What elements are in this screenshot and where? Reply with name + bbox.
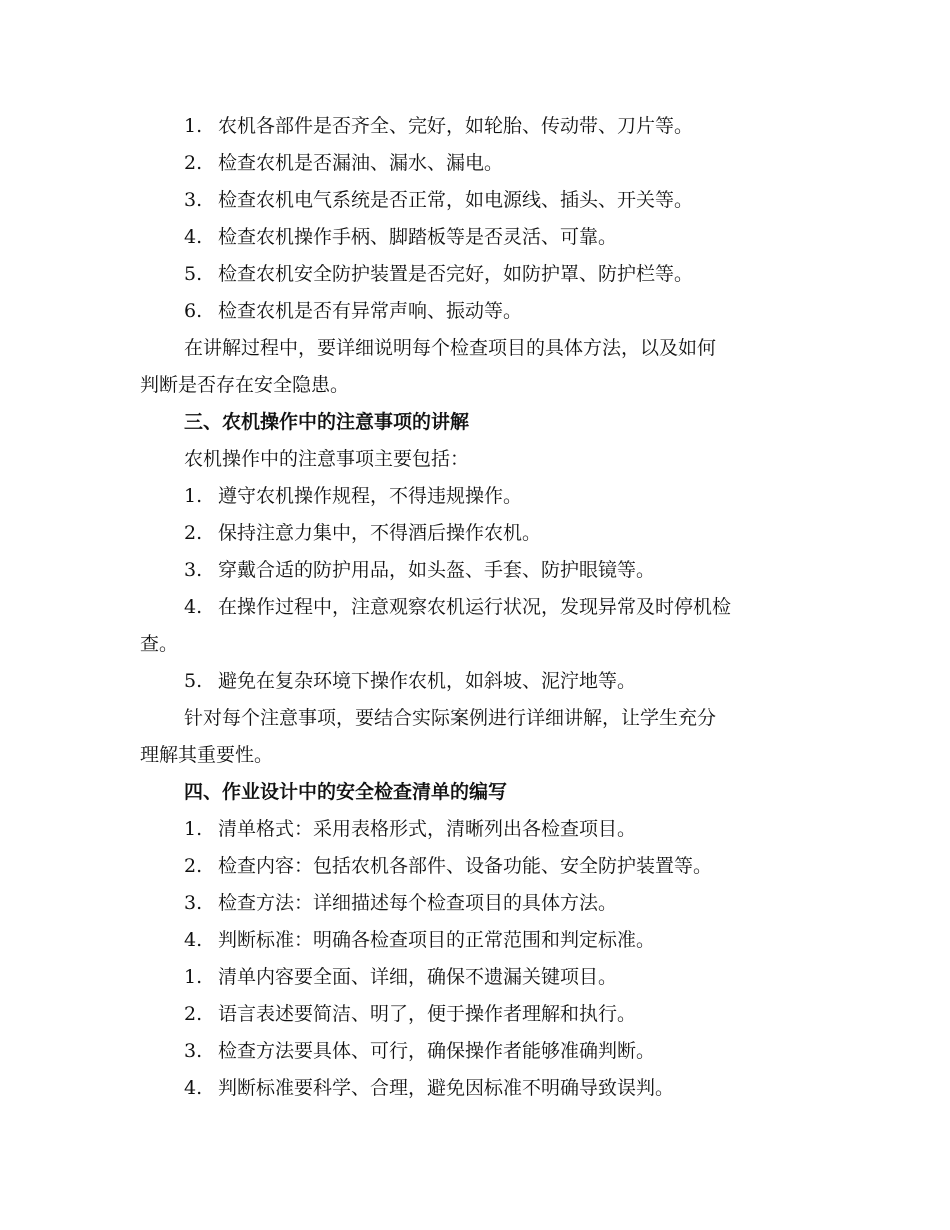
- list-item-text: 语言表述要简洁、明了，便于操作者理解和执行。: [218, 1003, 637, 1025]
- section-heading: 四、作业设计中的安全检查清单的编写: [184, 781, 508, 803]
- list-item-text: 检查农机是否有异常声响、振动等。: [218, 300, 523, 322]
- paragraph-line: 针对每个注意事项，要结合实际案例进行详细讲解，让学生充分: [184, 707, 717, 729]
- list-item-number: 1.: [184, 818, 203, 840]
- document-body: [140, 108, 810, 1107]
- list-item-number: 4.: [184, 929, 203, 951]
- list-item: [140, 996, 810, 1033]
- list-item: [140, 219, 810, 256]
- list-item-number: 5.: [184, 670, 203, 692]
- list-item-text: 判断标准要科学、合理，避免因标准不明确导致误判。: [218, 1077, 675, 1099]
- list-item: [140, 885, 810, 922]
- list-item: [140, 811, 810, 848]
- list-item-number: 6.: [184, 300, 203, 322]
- list-item-number: 5.: [184, 263, 203, 285]
- list-item-text: 清单格式：采用表格形式，清晰列出各检查项目。: [218, 818, 637, 840]
- list-item: [140, 182, 810, 219]
- list-item-number: 3.: [184, 1040, 203, 1062]
- list-item: [140, 478, 810, 515]
- list-item: [140, 293, 810, 330]
- list-item-text: 检查农机操作手柄、脚踏板等是否灵活、可靠。: [218, 226, 618, 248]
- list-item-text: 避免在复杂环境下操作农机，如斜坡、泥泞地等。: [218, 670, 637, 692]
- list-item-number: 3.: [184, 892, 203, 914]
- list-item: [140, 515, 810, 552]
- list-item-number: 4.: [184, 1077, 203, 1099]
- list-item-text: 遵守农机操作规程，不得违规操作。: [218, 485, 523, 507]
- list-item-continuation: 查。: [140, 633, 179, 655]
- list-item: [140, 589, 810, 626]
- list-item-text: 清单内容要全面、详细，确保不遗漏关键项目。: [218, 966, 618, 988]
- list-item-text: 检查内容：包括农机各部件、设备功能、安全防护装置等。: [218, 855, 713, 877]
- list-item-number: 3.: [184, 559, 203, 581]
- list-item-text: 在操作过程中，注意观察农机运行状况，发现异常及时停机检: [218, 596, 732, 618]
- list-item: [140, 922, 810, 959]
- list-item-text: 检查方法要具体、可行，确保操作者能够准确判断。: [218, 1040, 656, 1062]
- list-item: [140, 1033, 810, 1070]
- list-item-number: 2.: [184, 522, 203, 544]
- paragraph-line: 农机操作中的注意事项主要包括：: [184, 448, 470, 470]
- paragraph-line: 判断是否存在安全隐患。: [140, 374, 350, 396]
- list-item: [140, 959, 810, 996]
- list-item-text: 穿戴合适的防护用品，如头盔、手套、防护眼镜等。: [218, 559, 656, 581]
- list-item: [140, 663, 810, 700]
- list-item-number: 2.: [184, 855, 203, 877]
- list-item-text: 检查农机安全防护装置是否完好，如防护罩、防护栏等。: [218, 263, 694, 285]
- list-item-text: 保持注意力集中，不得酒后操作农机。: [218, 522, 542, 544]
- list-item: [140, 1070, 810, 1107]
- paragraph-line: 在讲解过程中，要详细说明每个检查项目的具体方法，以及如何: [184, 337, 717, 359]
- list-item-number: 4.: [184, 596, 203, 618]
- section-heading: 三、农机操作中的注意事项的讲解: [184, 411, 470, 433]
- list-item: [140, 108, 810, 145]
- list-item: [140, 256, 810, 293]
- list-item-text: 判断标准：明确各检查项目的正常范围和判定标准。: [218, 929, 656, 951]
- list-item-number: 1.: [184, 966, 203, 988]
- list-item-number: 3.: [184, 189, 203, 211]
- list-item-number: 2.: [184, 152, 203, 174]
- list-item-number: 1.: [184, 485, 203, 507]
- list-item: [140, 552, 810, 589]
- paragraph-line: 理解其重要性。: [140, 744, 274, 766]
- list-item: [140, 848, 810, 885]
- list-item-number: 4.: [184, 226, 203, 248]
- list-item-number: 2.: [184, 1003, 203, 1025]
- list-item-text: 检查方法：详细描述每个检查项目的具体方法。: [218, 892, 618, 914]
- list-item-text: 检查农机电气系统是否正常，如电源线、插头、开关等。: [218, 189, 694, 211]
- list-item-text: 检查农机是否漏油、漏水、漏电。: [218, 152, 504, 174]
- list-item: [140, 145, 810, 182]
- list-item-number: 1.: [184, 115, 203, 137]
- list-item-text: 农机各部件是否齐全、完好，如轮胎、传动带、刀片等。: [218, 115, 694, 137]
